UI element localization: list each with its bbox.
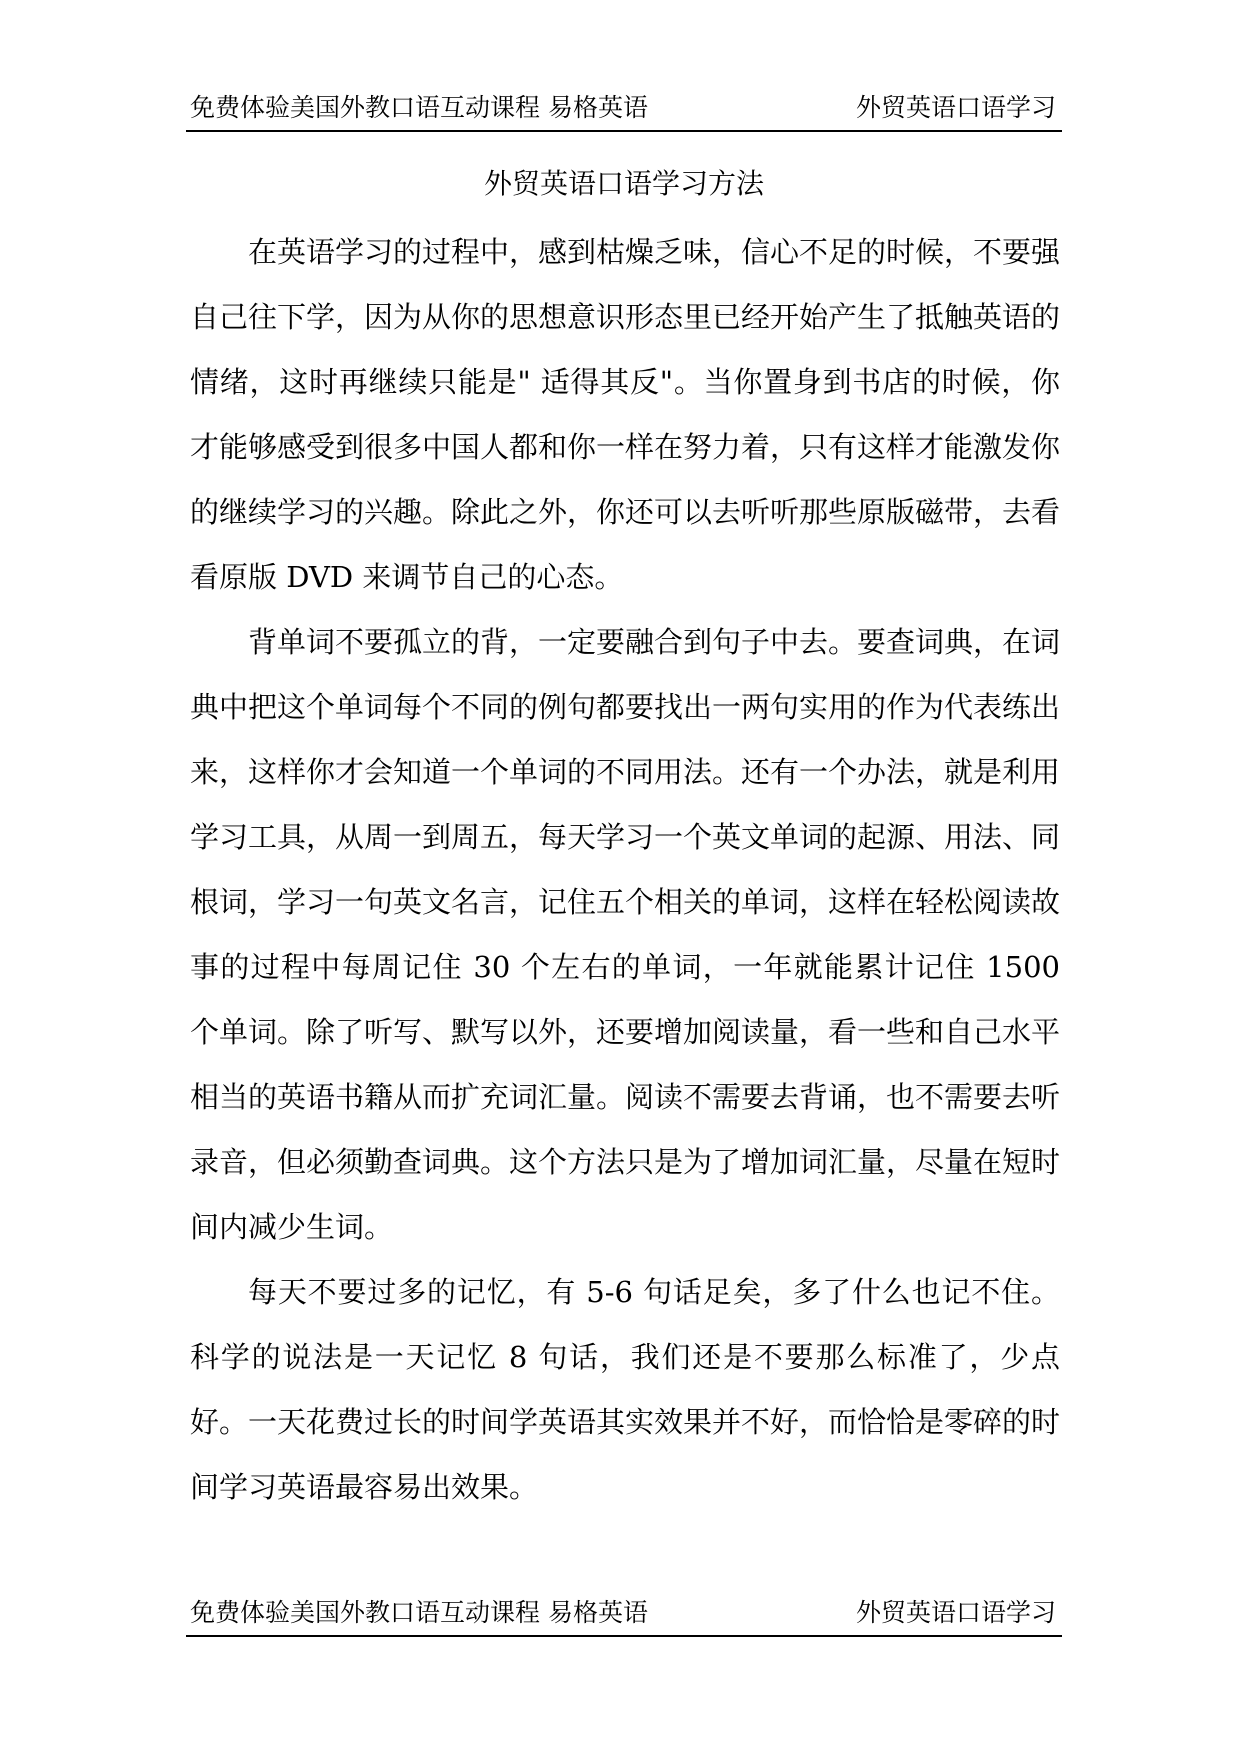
footer-right-text: 外贸英语口语学习 xyxy=(855,1598,1056,1627)
document-body xyxy=(190,220,1060,1520)
header-right-text: 外贸英语口语学习 xyxy=(855,93,1056,122)
document-title: 外贸英语口语学习方法 xyxy=(483,167,764,200)
footer-left-text: 免费体验美国外教口语互动课程 易格英语 xyxy=(190,1598,648,1627)
paragraph-2: 背单词不要孤立的背，一定要融合到句子中去。要查词典，在词典中把这个单词每个不同的例句都要找出一两句实用的作为代表练出来，这样你才会知道一个单词的不同用法。还有一个办法，就是利用学习工具，从周一到周五，每天学习一个英文单词的起源、用法、同根词，学习一句英文名言，记住五个相关的单词，这样在轻松阅读故事的过程中每周记住 30 个左右的单词，一年就能累计记住 1500 个单词。除了听写、默写以外，还要增加阅读量，看一些和自己水平相当的英语书籍从而扩充词汇量。阅读不需要去背诵，也不需要去听录音，但必须勤查词典。这个方法只是为了增加词汇量，尽量在短时间内减少生词。 xyxy=(190,625,1061,1244)
page-footer xyxy=(186,1591,1062,1637)
paragraph-1: 在英语学习的过程中，感到枯燥乏味，信心不足的时候，不要强自己往下学，因为从你的思想意识形态里已经开始产生了抵触英语的情绪，这时再继续只能是" 适得其反"。当你置身到书店的时候，你才能够感受到很多中国人都和你一样在努力着，只有这样才能激发你的继续学习的兴趣。除此之外，你还可以去听听那些原版磁带，去看看原版 DVD 来调节自己的心态。 xyxy=(190,235,1061,594)
page-header xyxy=(186,86,1062,132)
paragraph-3: 每天不要过多的记忆，有 5-6 句话足矣，多了什么也记不住。科学的说法是一天记忆 8 句话，我们还是不要那么标准了，少点好。一天花费过长的时间学英语其实效果并不好，而恰恰是零碎的时间学习英语最容易出效果。 xyxy=(190,1275,1061,1504)
header-left-text: 免费体验美国外教口语互动课程 易格英语 xyxy=(190,93,648,122)
